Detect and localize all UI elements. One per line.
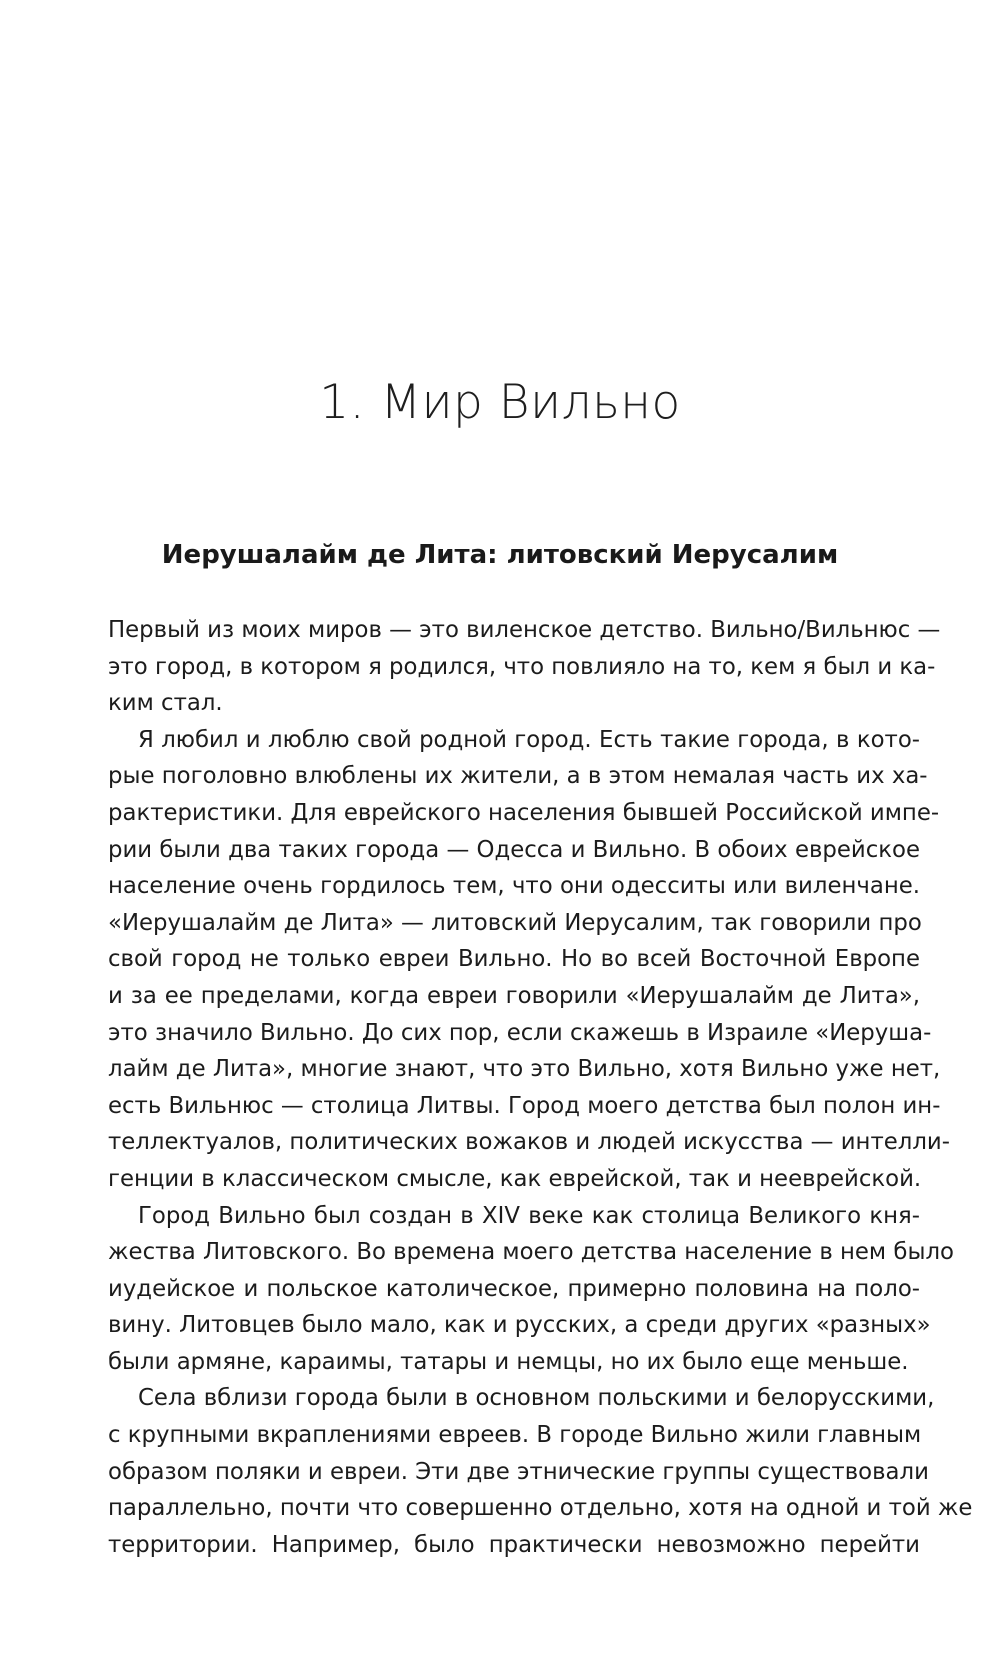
text-line: «Иерушалайм де Лита» — литовский Иерусалим, так говорили про [108,909,922,936]
text-line: лайм де Лита», многие знают, что это Вильно, хотя Вильно уже нет, [108,1056,941,1083]
text-line: рактеристики. Для еврейского населения бывшей Российской импе- [108,799,940,826]
text-line: это значило Вильно. До сих пор, если скажешь в Израиле «Иеруша- [108,1019,932,1046]
text-line: параллельно, почти что совершенно отдельно, хотя на одной и той же [108,1495,973,1522]
paragraph [108,612,941,722]
text-line: генции в классическом смысле, как еврейской, так и нееврейской. [108,1165,922,1192]
text-line: территории. Например, было практически невозможно перейти [108,1531,920,1558]
text-line: вину. Литовцев было мало, как и русских, а среди других «разных» [108,1312,931,1339]
text-line: рые поголовно влюблены их жители, а в этом немалая часть их ха- [108,763,928,790]
text-line: рии были два таких города — Одесса и Вильно. В обоих еврейское [108,836,920,863]
text-line: были армяне, караимы, татары и немцы, но их было еще меньше. [108,1348,909,1375]
text-line: с крупными вкраплениями евреев. В городе Вильно жили главным [108,1422,922,1449]
paragraph [108,1198,954,1381]
chapter-title: 1. Мир Вильно [319,375,681,430]
text-line: иудейское и польское католическое, примерно половина на поло- [108,1275,920,1302]
text-line: и за ее пределами, когда евреи говорили «Иерушалайм де Лита», [108,982,920,1009]
text-line: свой город не только евреи Вильно. Но во всей Восточной Европе [108,946,920,973]
text-line: теллектуалов, политических вожаков и людей искусства — интелли- [108,1129,950,1156]
text-line: Села вблизи города были в основном польскими и белорусскими, [138,1385,935,1412]
text-line: это город, в котором я родился, что повлияло на то, кем я был и ка- [108,653,936,680]
text-line: есть Вильнюс — столица Литвы. Город моего детства был полон ин- [108,1092,941,1119]
text-line: ким стал. [108,690,223,717]
text-line: население очень гордилось тем, что они одесситы или виленчане. [108,873,920,900]
text-line: Первый из моих миров — это виленское детство. Вильно/Вильнюс — [108,617,941,643]
text-line: Я любил и люблю свой родной город. Есть такие города, в кото- [138,726,920,753]
text-line: образом поляки и евреи. Эти две этнические группы существовали [108,1458,929,1485]
paragraph [108,722,950,1198]
section-title: Иерушалайм де Лита: литовский Иерусалим [161,540,839,570]
text-line: жества Литовского. Во времена моего детства население в нем было [108,1239,954,1266]
paragraph [108,1380,973,1563]
body-text [108,612,973,1563]
text-line: Город Вильно был создан в XIV веке как столица Великого кня- [138,1202,920,1229]
